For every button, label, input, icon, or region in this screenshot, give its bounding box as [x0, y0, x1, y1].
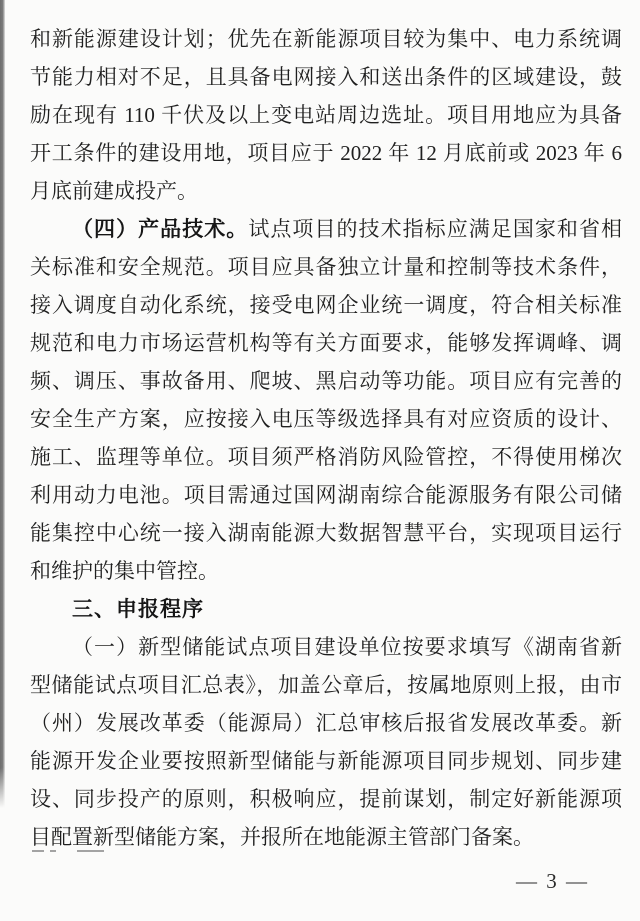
text-line: 安全生产方案，应按接入电压等级选择具有对应资质的设计、: [30, 407, 622, 431]
section-heading: 三、申报程序: [72, 597, 204, 621]
text-line: 和新能源建设计划；优先在新能源项目较为集中、电力系统调: [30, 27, 622, 51]
text-line: 目配置新型储能方案，并报所在地能源主管部门备案。: [30, 825, 534, 849]
text-line: 型储能试点项目汇总表》，加盖公章后，按属地原则上报，由市: [30, 673, 622, 697]
text-line: 月底前建成投产。: [30, 179, 198, 203]
text-line: 和维护的集中管控。: [30, 559, 219, 583]
text-line: 能集控中心统一接入湖南能源大数据智慧平台，实现项目运行: [30, 521, 622, 545]
text-line: 设、同步投产的原则，积极响应，提前谋划，制定好新能源项: [30, 787, 622, 811]
text-line: （州）发展改革委（能源局）汇总审核后报省发展改革委。新: [30, 711, 622, 735]
scan-artifact-left-strip: [0, 0, 5, 808]
text-line: 开工条件的建设用地，项目应于 2022 年 12 月底前或 2023 年 6: [30, 141, 622, 165]
text-line: 利用动力电池。项目需通过国网湖南综合能源服务有限公司储: [30, 483, 622, 507]
text-line: 关标准和安全规范。项目应具备独立计量和控制等技术条件，: [30, 255, 622, 279]
text-line: （四）产品技术。试点项目的技术指标应满足国家和省相: [72, 217, 622, 241]
text-line: 能源开发企业要按照新型储能与新能源项目同步规划、同步建: [30, 749, 622, 773]
text-line: （一）新型储能试点项目建设单位按要求填写《湖南省新: [72, 635, 622, 659]
text-line: 规范和电力市场运营机构等有关方面要求，能够发挥调峰、调: [30, 331, 622, 355]
text-line: 施工、监理等单位。项目须严格消防风险管控，不得使用梯次: [30, 445, 622, 469]
text-line: 频、调压、事故备用、爬坡、黑启动等功能。项目应有完善的: [30, 369, 622, 393]
text-line: 励在现有 110 千伏及以上变电站周边选址。项目用地应为具备: [30, 103, 622, 127]
text-line: 节能力相对不足，且具备电网接入和送出条件的区域建设，鼓: [30, 65, 622, 89]
document-body: [30, 20, 622, 856]
paragraph-lead-bold: （四）产品技术。: [72, 217, 249, 241]
text-line: 接入调度自动化系统，接受电网企业统一调度，符合相关标准: [30, 293, 622, 317]
page-number: — 3 —: [516, 869, 589, 893]
